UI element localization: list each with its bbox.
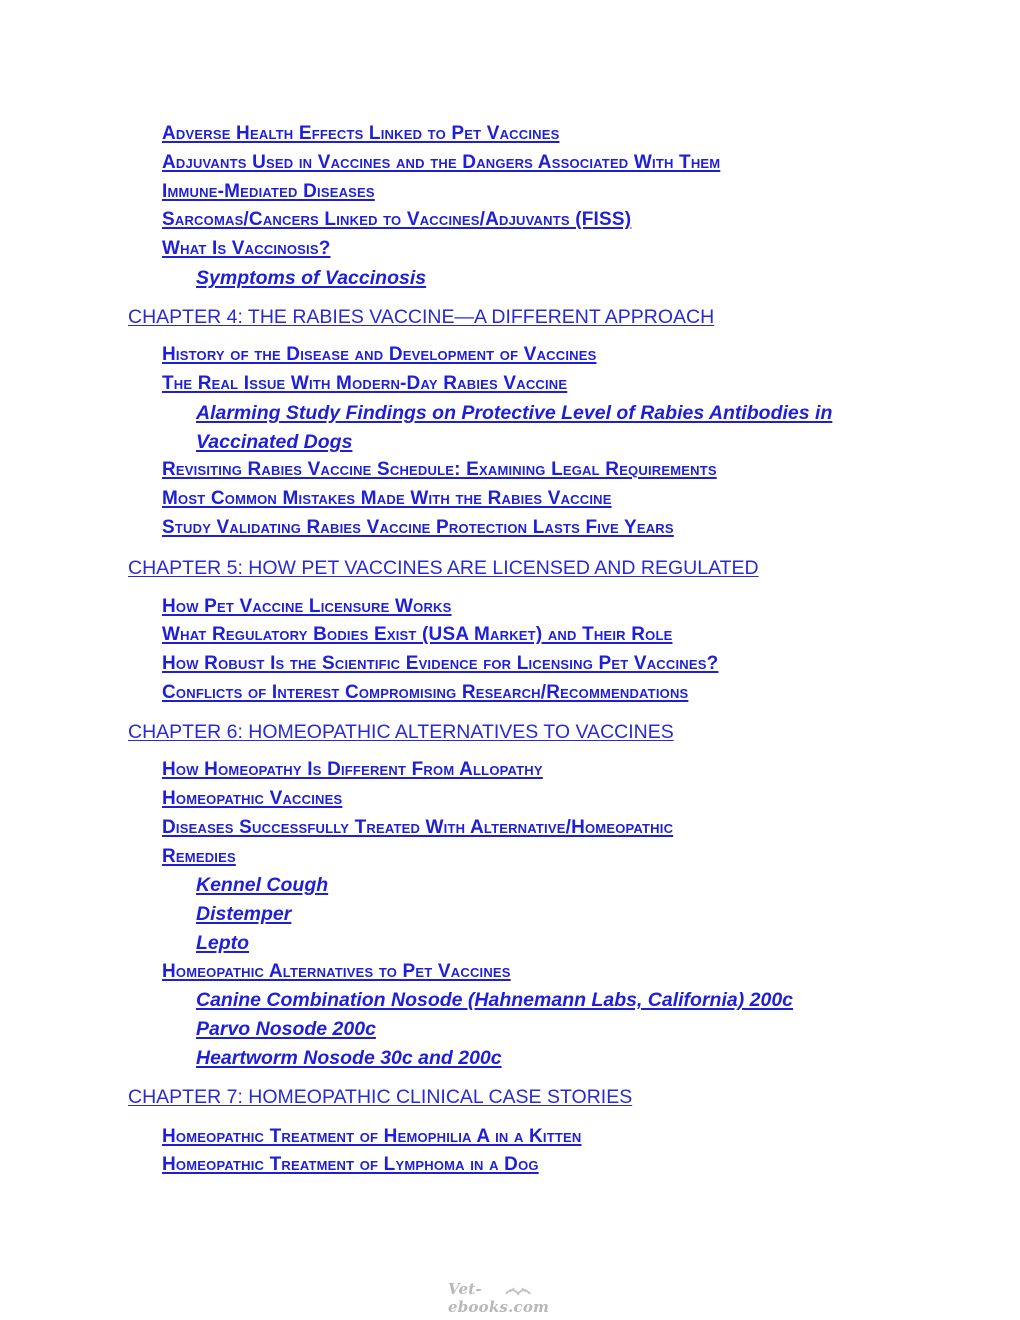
toc-link-revisiting-rabies-schedule[interactable]: Revisiting Rabies Vaccine Schedule: Examining Legal Requirements [162,459,717,480]
toc-link-what-is-vaccinosis[interactable]: What Is Vaccinosis? [162,238,331,259]
toc-link-homeopathy-vs-allopathy[interactable]: How Homeopathy Is Different From Allopathy [162,759,543,780]
toc-link-chapter-6[interactable]: CHAPTER 6: HOMEOPATHIC ALTERNATIVES TO VACCINES [128,721,674,743]
toc-link-study-validating-rabies[interactable]: Study Validating Rabies Vaccine Protection Lasts Five Years [162,517,674,538]
toc-link-licensure-works[interactable]: How Pet Vaccine Licensure Works [162,596,452,617]
toc-link-hemophilia-kitten[interactable]: Homeopathic Treatment of Hemophilia A in a Kitten [162,1126,582,1147]
toc-link-parvo-nosode[interactable]: Parvo Nosode 200c [196,1018,376,1040]
toc-link-real-issue-rabies[interactable]: The Real Issue With Modern-Day Rabies Vaccine [162,373,568,394]
toc-link-common-mistakes-rabies[interactable]: Most Common Mistakes Made With the Rabies Vaccine [162,488,612,509]
toc-link-heartworm-nosode[interactable]: Heartworm Nosode 30c and 200c [196,1047,502,1069]
toc-link-conflicts-of-interest[interactable]: Conflicts of Interest Compromising Research/Recommendations [162,682,689,703]
toc-link-homeopathic-vaccines[interactable]: Homeopathic Vaccines [162,788,343,809]
toc-link-alarming-study-findings[interactable]: Alarming Study Findings on Protective Level of Rabies Antibodies in [196,402,833,424]
toc-link-alarming-study-findings-cont[interactable]: Vaccinated Dogs [196,431,353,453]
toc-link-distemper[interactable]: Distemper [196,903,292,925]
toc-link-regulatory-bodies[interactable]: What Regulatory Bodies Exist (USA Market) and Their Role [162,624,673,645]
toc-link-history-of-the-disease[interactable]: History of the Disease and Development of Vaccines [162,344,597,365]
toc-link-diseases-treated[interactable]: Diseases Successfully Treated With Alternative/Homeopathic [162,817,674,838]
toc-link-canine-combination-nosode[interactable]: Canine Combination Nosode (Hahnemann Labs, California) 200c [196,989,794,1011]
toc-link-adjuvants[interactable]: Adjuvants Used in Vaccines and the Dangers Associated With Them [162,152,721,173]
toc-link-chapter-4[interactable]: CHAPTER 4: THE RABIES VACCINE—A DIFFERENT APPROACH [128,306,715,328]
toc-link-lymphoma-dog[interactable]: Homeopathic Treatment of Lymphoma in a Dog [162,1154,539,1175]
toc-link-chapter-5[interactable]: CHAPTER 5: HOW PET VACCINES ARE LICENSED AND REGULATED [128,557,759,579]
watermark-text: Vet-ebooks.com [448,1280,550,1316]
toc-link-scientific-evidence[interactable]: How Robust Is the Scientific Evidence for Licensing Pet Vaccines? [162,653,719,674]
toc-link-immune-mediated-diseases[interactable]: Immune-Mediated Diseases [162,181,375,202]
watermark-logo [448,1280,572,1316]
toc-link-sarcomas-cancers[interactable]: Sarcomas/Cancers Linked to Vaccines/Adjuvants (FISS) [162,209,632,230]
toc-link-symptoms-of-vaccinosis[interactable]: Symptoms of Vaccinosis [196,267,427,289]
toc-link-diseases-treated-cont[interactable]: Remedies [162,846,236,867]
toc-link-chapter-7[interactable]: CHAPTER 7: HOMEOPATHIC CLINICAL CASE STORIES [128,1086,633,1108]
toc-link-adverse-health-effects[interactable]: Adverse Health Effects Linked to Pet Vaccines [162,123,560,144]
toc-link-homeopathic-alternatives[interactable]: Homeopathic Alternatives to Pet Vaccines [162,961,511,982]
toc-link-kennel-cough[interactable]: Kennel Cough [196,874,329,896]
toc-link-lepto[interactable]: Lepto [196,932,250,954]
